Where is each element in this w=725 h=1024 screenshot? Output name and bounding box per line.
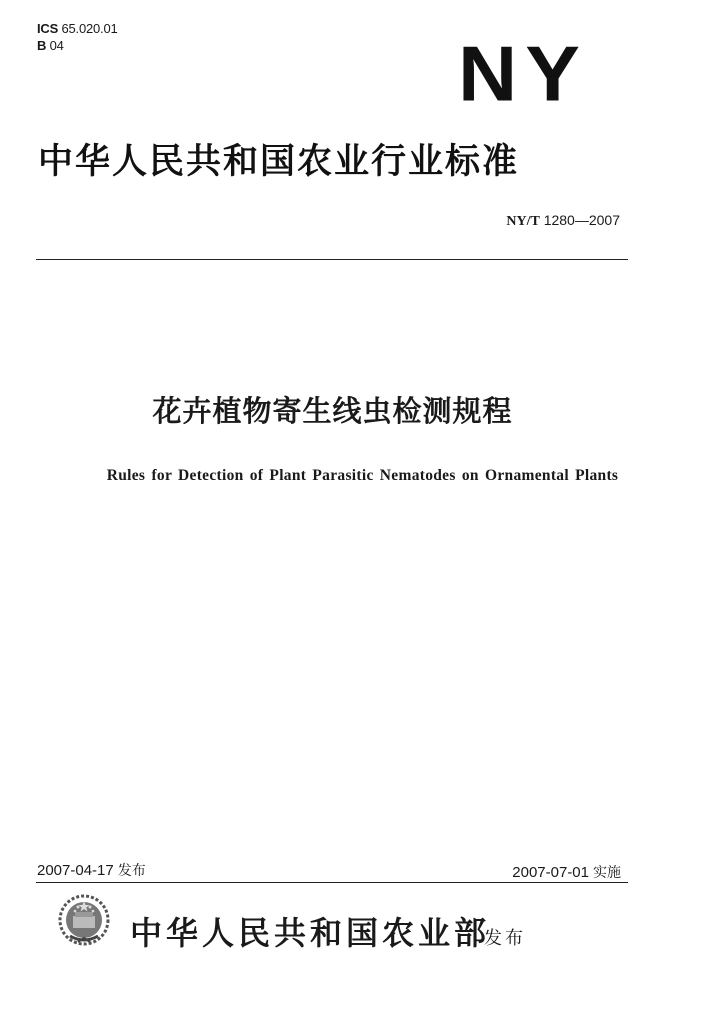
- class-code: 04: [49, 38, 64, 53]
- effective-date-block: [512, 863, 621, 883]
- publisher-name: 中华人民共和国农业部: [130, 914, 491, 952]
- publisher-action: 发布: [484, 928, 526, 949]
- issue-date-block: [37, 861, 146, 881]
- national-emblem-icon: [56, 892, 112, 950]
- ics-line: [37, 20, 118, 37]
- standard-number-prefix: NY/T: [506, 214, 540, 229]
- ics-code: 65.020.01: [61, 21, 118, 36]
- effective-label: 实施: [593, 865, 621, 881]
- standard-category-title: 中华人民共和国农业行业标准: [38, 142, 520, 182]
- document-title-en: Rules for Detection of Plant Parasitic Nematodes on Ornamental Plants: [106, 467, 619, 484]
- class-line: [37, 37, 118, 54]
- class-label: B: [37, 38, 47, 53]
- ny-logo: NY: [458, 31, 588, 118]
- standard-number-value: 1280—2007: [543, 212, 620, 228]
- ics-label: ICS: [37, 21, 59, 36]
- ics-classification: [37, 20, 118, 54]
- issue-date: 2007-04-17: [37, 862, 114, 879]
- bottom-divider: [36, 882, 628, 883]
- effective-date: 2007-07-01: [512, 864, 589, 881]
- standard-number: [506, 211, 620, 231]
- document-title-cn: 花卉植物寄生线虫检测规程: [152, 394, 513, 428]
- top-divider: [36, 259, 628, 260]
- issue-label: 发布: [117, 863, 146, 879]
